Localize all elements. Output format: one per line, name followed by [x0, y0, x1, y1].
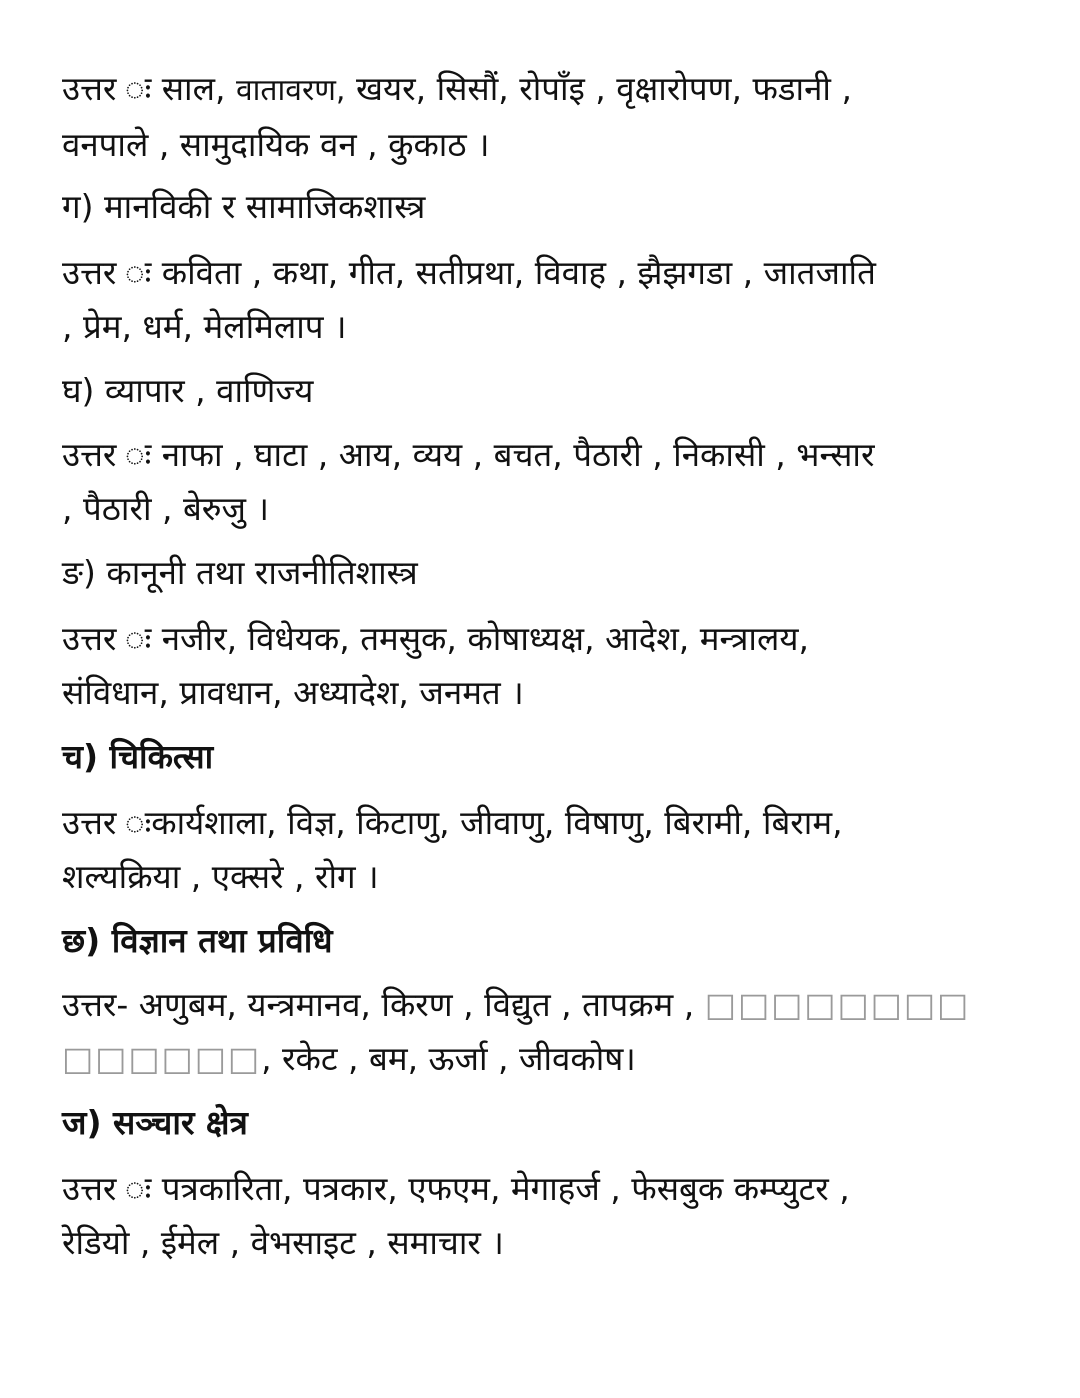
answer-medicine-line-2: शल्यक्रिया , एक्सरे , रोग ।	[62, 857, 379, 896]
answer-medicine-line-1: उत्तर ःकार्यशाला, विज्ञ, किटाणु, जीवाणु, विषाणु, बिरामी, बिराम,	[62, 803, 843, 842]
answer-commerce-line-2: , पैठारी , बेरुजु ।	[62, 489, 270, 528]
answer-law	[62, 612, 1018, 720]
answer-environment-line-1	[62, 62, 1018, 118]
answer-environment-text-a: उत्तर ः साल,	[62, 69, 226, 108]
answer-commerce	[62, 428, 1018, 536]
answer-law-line-2: संविधान, प्रावधान, अध्यादेश, जनमत ।	[62, 673, 524, 712]
section-law-heading: ङ) कानूनी तथा राजनीतिशास्त्र	[62, 553, 418, 592]
answer-environment-line-2: वनपाले , सामुदायिक वन , कुकाठ ।	[62, 125, 490, 164]
answer-communication-line-2: रेडियो , ईमेल , वेभसाइट , समाचार ।	[62, 1223, 504, 1262]
answer-science-text-1: उत्तर- अणुबम, यन्त्रमानव, किरण , विद्युत , तापक्रम ,	[62, 985, 695, 1024]
section-law	[62, 546, 1018, 600]
answer-environment	[62, 62, 1018, 172]
answer-environment-text-b: वातावरण,	[235, 73, 346, 108]
answer-communication	[62, 1162, 1018, 1270]
answer-science	[62, 978, 1018, 1086]
answer-science-line-1	[62, 978, 1018, 1032]
answer-science-text-2: , रकेट , बम, ऊर्जा , जीवकोष।	[261, 1039, 636, 1078]
section-medicine-heading: च) चिकित्सा	[62, 737, 214, 776]
answer-law-line-1: उत्तर ः नजीर, विधेयक, तमसुक, कोषाध्यक्ष, आदेश, मन्त्रालय,	[62, 619, 809, 658]
answer-medicine	[62, 796, 1018, 904]
section-commerce-heading: घ) व्यापार , वाणिज्य	[62, 371, 314, 410]
missing-glyph-boxes-2: □□□□□□	[62, 1039, 262, 1078]
section-humanities-heading: ग) मानविकी र सामाजिकशास्त्र	[62, 187, 426, 226]
answer-science-line-2	[62, 1032, 1018, 1086]
answer-humanities-line-1: उत्तर ः कविता , कथा, गीत, सतीप्रथा, विवाह , झैझगडा , जातजाति	[62, 253, 876, 292]
section-medicine	[62, 730, 1018, 784]
section-communication-heading: ज) सञ्चार क्षेत्र	[62, 1103, 248, 1142]
missing-glyph-boxes-1: □□□□□□□□	[704, 985, 971, 1024]
section-humanities	[62, 180, 1018, 234]
answer-environment-text-c: खयर, सिसौं, रोपाँइ , वृक्षारोपण, फडानी ,	[355, 69, 852, 108]
section-science	[62, 914, 1018, 968]
answer-communication-line-1: उत्तर ः पत्रकारिता, पत्रकार, एफएम, मेगाहर्ज , फेसबुक कम्प्युटर ,	[62, 1169, 850, 1208]
answer-humanities-line-2: , प्रेम, धर्म, मेलमिलाप ।	[62, 307, 347, 346]
answer-commerce-line-1: उत्तर ः नाफा , घाटा , आय, व्यय , बचत, पैठारी , निकासी , भन्सार	[62, 435, 875, 474]
answer-humanities	[62, 246, 1018, 354]
section-commerce	[62, 364, 1018, 418]
section-communication	[62, 1096, 1018, 1150]
section-science-heading: छ) विज्ञान तथा प्रविधि	[62, 921, 333, 960]
